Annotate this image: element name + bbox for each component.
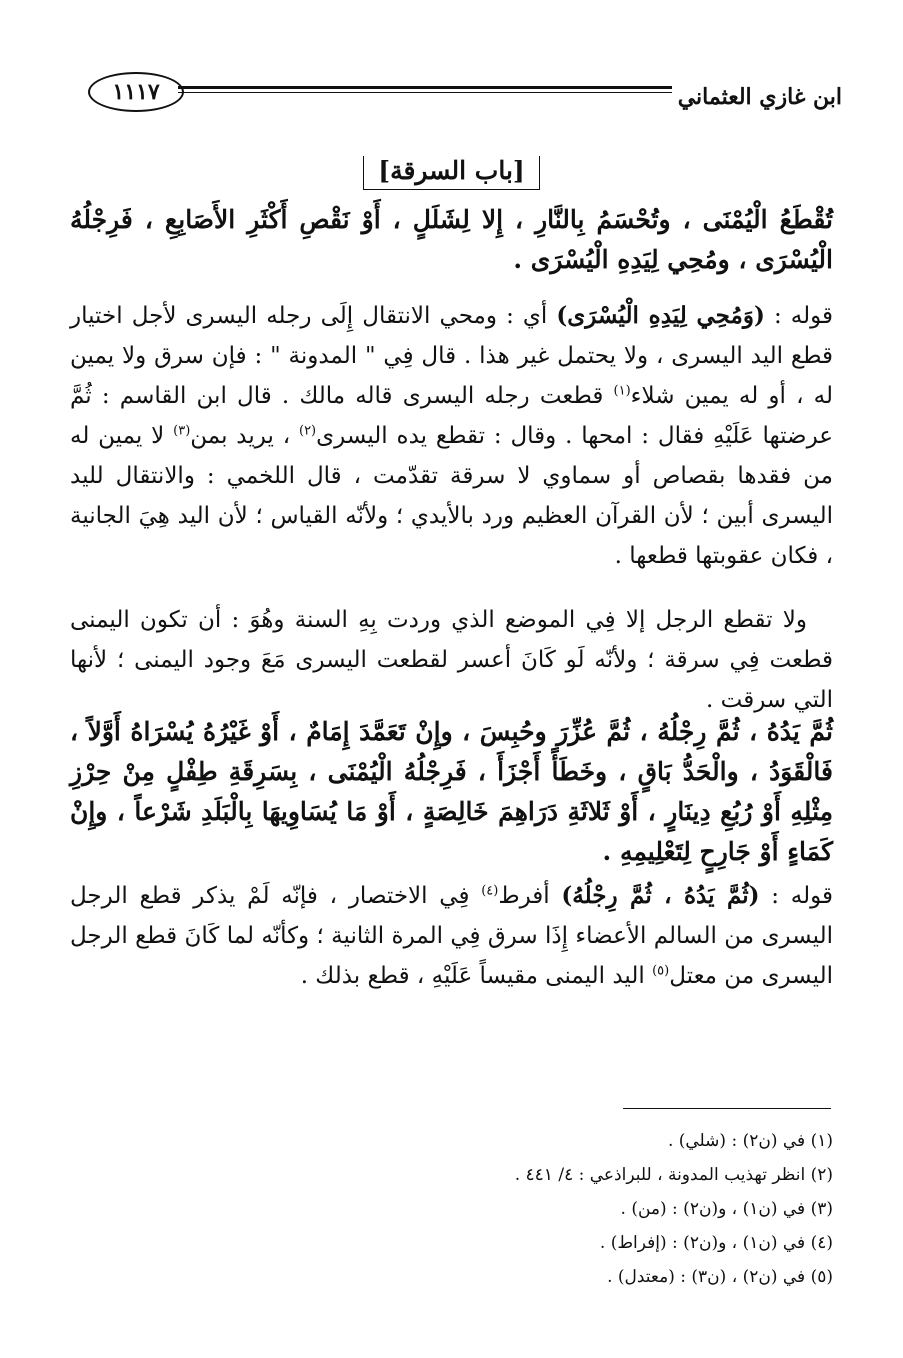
sharh-quote: (ثُمَّ يَدُهُ ، ثُمَّ رِجْلُهُ) [561, 882, 760, 909]
sharh-paragraph-2: ولا تقطع الرجل إلا فِي الموضع الذي وردت بِهِ السنة وهُوَ : أن تكون اليمنى قطعت فِي سرقة ؛ ولأنّه لَو كَانَ أعسر لقطعت اليسرى مَعَ وجود اليمنى ؛ لأنها التي سرقت . [70, 607, 833, 713]
footnote-ref-3[interactable]: (٣) [173, 423, 191, 439]
chapter-title: [باب السرقة] [363, 156, 539, 190]
header-rule-thin [178, 92, 672, 93]
footnote-2: (٢) انظر تهذيب المدونة ، للبراذعي : ٤/ ٤٤١ . [514, 1165, 833, 1185]
footnote-ref-5[interactable]: (٥) [652, 963, 670, 979]
footnote-5: (٥) في (ن٢) ، (ن٣) : (معتدل) . [607, 1267, 833, 1287]
running-title: ابن غازي العثماني [677, 84, 842, 110]
footnote-ref-1[interactable]: (١) [613, 383, 631, 399]
sharh-text: فِي الاختصار ، فإنّه لَمْ يذكر قطع الرجل اليسرى من السالم الأعضاء إِذَا سرق فِي المرة الثانية ؛ وكأنّه لما كَانَ قطع الرجل اليسرى من معتل [70, 883, 833, 989]
sharh-text: لا يمين له من فقدها بقصاص أو سماوي لا سرقة تقدّمت ، قال اللخمي : والانتقال لليد اليسرى أبين ؛ لأن القرآن العظيم ورد بالأيدي ؛ ولأنّه القياس ؛ لأن اليد هِيَ الجانية ، فكان عقوبتها قطعها . [70, 423, 833, 569]
footnote-separator [623, 1108, 831, 1109]
sharh-lead: قوله : [764, 303, 834, 329]
sharh-text: أي : ومحي الانتقال إِلَى رجله اليسرى لأجل اختيار قطع اليد اليسرى ، ولا يحتمل غير هذا . قال فِي " المدونة " : فإن سرق ولا يمين له ، أو له يمين شلاء [70, 303, 833, 409]
footnote-1: (١) في (ن٢) : (شلي) . [667, 1131, 833, 1151]
footnote-ref-4[interactable]: (٤) [481, 883, 499, 899]
chapter-heading [0, 156, 903, 190]
page-header [70, 62, 842, 132]
header-rule [178, 86, 672, 89]
sharh-text: اليد اليمنى مقيساً عَلَيْهِ ، قطع بذلك . [300, 963, 653, 989]
sharh-paragraph-1 [70, 296, 833, 576]
matn-paragraph-1: تُقْطَعُ الْيُمْنَى ، وتُحْسَمُ بِالنَّارِ ، إِلا لِشَلَلٍ ، أَوْ نَقْصِ أَكْثَرِ الأَصَابِعِ ، فَرِجْلُهُ الْيُسْرَى ، ومُحِي لِيَدِهِ الْيُسْرَى . [70, 205, 833, 274]
matn-paragraph-2: ثُمَّ يَدُهُ ، ثُمَّ رِجْلُهُ ، ثُمَّ عُزِّرَ وحُبِسَ ، وإِنْ تَعَمَّدَ إِمَامٌ ، أَوْ غَيْرُهُ يُسْرَاهُ أَوَّلاً ، فَالْقَوَدُ ، والْحَدُّ بَاقٍ ، وخَطَأً أَجْزَأَ ، فَرِجْلُهُ الْيُمْنَى ، بِسَرِقَةِ طِفْلٍ مِنْ حِرْزِ مِثْلِهِ أَوْ رُبُعِ دِينَارٍ ، أَوْ ثَلاثَةِ دَرَاهِمَ خَالِصَةٍ ، أَوْ مَا يُسَاوِيهَا بِالْبَلَدِ شَرْعاً ، وإِنْ كَمَاءٍ أَوْ جَارِحٍ لِتَعْلِيمِهِ . [70, 717, 833, 866]
sharh-text: ، يريد بمن [190, 423, 299, 449]
sharh-text: قطعت رجله اليسرى قاله مالك . قال ابن القاسم : ثُمَّ عرضتها عَلَيْهِ فقال : امحها . وقال : تقطع يده اليسرى [70, 383, 833, 449]
sharh-quote: (وَمُحِي لِيَدِهِ الْيُسْرَى) [556, 302, 765, 329]
page-number: ١١١٧ [88, 72, 184, 112]
sharh-text: أفرط [498, 883, 562, 909]
footnote-3: (٣) في (ن١) ، و(ن٢) : (من) . [620, 1199, 833, 1219]
sharh-paragraph-3 [70, 876, 833, 996]
footnotes [70, 1124, 833, 1294]
footnote-4: (٤) في (ن١) ، و(ن٢) : (إفراط) . [599, 1233, 833, 1253]
footnote-ref-2[interactable]: (٢) [298, 423, 317, 439]
sharh-lead: قوله : [759, 883, 833, 909]
